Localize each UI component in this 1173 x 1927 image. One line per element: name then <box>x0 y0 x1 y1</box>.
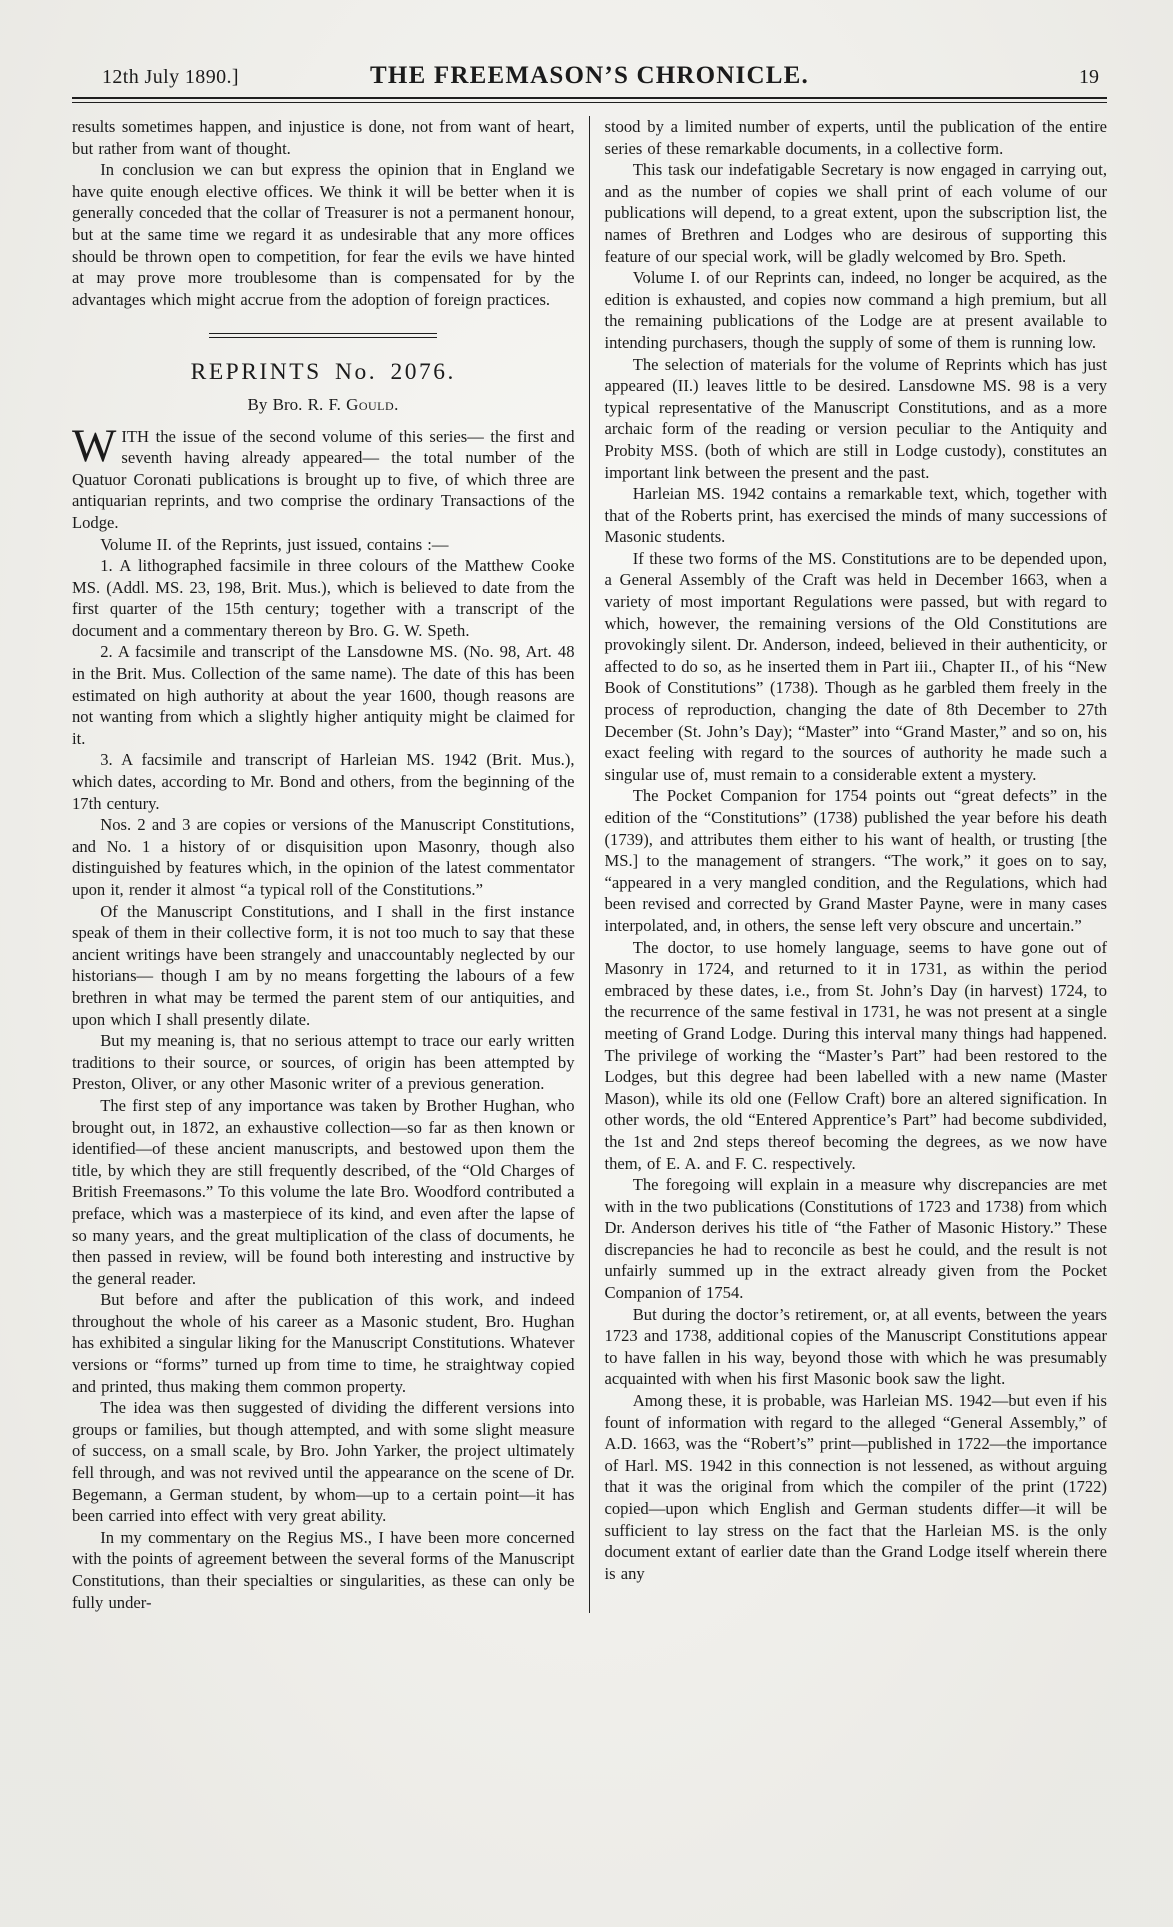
article-heading: REPRINTS No. 2076. <box>190 359 456 386</box>
paragraph: Volume I. of our Reprints can, indeed, no longer be acquired, as the edition is exhausted, and copies now command a high premium, but all the remaining publications of the Lodge are at present available to intending purchasers, though the supply of some of them is running low. <box>604 268 1107 352</box>
paragraph: Harleian MS. 1942 contains a remarkable text, which, together with that of the Roberts print, has exercised the minds of many successions of Masonic students. <box>604 484 1107 547</box>
drop-cap: W <box>72 419 117 472</box>
paragraph: In conclusion we can but express the opinion that in England we have quite enough elective offices. We think it will be better when it is generally conceded that the collar of Treasurer is not a permanent honour, but at the same time we regard it as undesirable that any more offices should be thrown open to competition, for fear the evils we have hinted at may prove more troublesome than is compensated for by the advantages which might accrue from the adoption of foreign practices. <box>72 160 575 309</box>
paragraph-dropcap <box>72 419 575 534</box>
masthead <box>72 62 1107 90</box>
byline-author: Gould. <box>346 394 399 414</box>
paragraph: But before and after the publication of this work, and indeed throughout the whole of his career as a Masonic student, Bro. Hughan has exhibited a singular liking for the Manuscript Constitutions. Whatever versions or “forms” turned up from time to time, he straightway copied and printed, thus making them common property. <box>72 1290 575 1396</box>
byline-prefix: By Bro. R. F. <box>247 394 347 414</box>
paragraph: Among these, it is probable, was Harleian MS. 1942—but even if his fount of information with regard to the alleged “General Assembly,” of A.D. 1663, was the “Robert’s” print—published in 1722—the importance of Harl. MS. 1942 in this connection is not lessened, as without arguing that it was the original from which the compiler of the print (1722) copied—upon which English and German students differ—it will be sufficient to lay stress on the fact that the Harleian MS. is the only document extant of earlier date than the Grand Lodge itself wherein there is any <box>604 1391 1107 1583</box>
publication-title: THE FREEMASON’S CHRONICLE. <box>370 62 809 89</box>
paragraph: Volume II. of the Reprints, just issued, contains :— <box>100 534 449 554</box>
paragraph: 1. A lithographed facsimile in three colours of the Matthew Cooke MS. (Addl. MS. 23, 198, Brit. Mus.), which is believed to date from the first quarter of the 15th century; together with a transcript of the document and a commentary thereon by Bro. G. W. Speth. <box>72 556 575 640</box>
page-number: 19 <box>1079 66 1099 88</box>
paragraph: In my commentary on the Regius MS., I have been more concerned with the points of agreement between the several forms of the Manuscript Constitutions, than their specialties or singularities, as these can only be fully under- <box>72 1527 575 1612</box>
paragraph: The foregoing will explain in a measure why discrepancies are met with in the two publications (Constitutions of 1723 and 1738) from which Dr. Anderson derives his title of “the Father of Masonic History.” These discrepancies he had to reconcile as best he could, and the result is not unfairly summed up in the extract already given from the Pocket Companion of 1754. <box>604 1175 1107 1303</box>
paragraph: The first step of any importance was taken by Brother Hughan, who brought out, in 1872, an exhaustive collection—so far as then known or identified—of these ancient manuscripts, and bestowed upon them the title, by which they are still frequently described, of the “Old Charges of British Freemasons.” To this volume the late Bro. Woodford contributed a preface, which was a masterpiece of its kind, and even after the lapse of so many years, and the great multiplication of the class of documents, he then passed in review, will be found both interesting and instructive by the general reader. <box>72 1095 575 1288</box>
paragraph: Of the Manuscript Constitutions, and I shall in the first instance speak of them in their collective form, it is not too much to say that these ancient writings have been strangely and unaccountably neglected by our historians— though I am by no means forgetting the labours of a few brethren in what may be termed the parent stem of our antiquities, and upon which I shall presently dilate. <box>72 901 575 1029</box>
opening-text: ITH the issue of the second volume of this series— the first and seventh having already appeared— the total number of the Quatuor Coronati publications is brought up to five, of which three are antiquarian reprints, and two comprise the ordinary Transactions of the Lodge. <box>72 426 575 532</box>
masthead-rule <box>72 97 1107 103</box>
paragraph: 2. A facsimile and transcript of the Lansdowne MS. (No. 98, Art. 48 in the Brit. Mus. Collection of the same name). The date of this has been estimated on high authority at about the year 1600, though reasons are not wanting from which a slightly higher antiquity might be claimed for it. <box>72 642 575 748</box>
article-byline <box>72 394 575 416</box>
paragraph: This task our indefatigable Secretary is now engaged in carrying out, and as the number of copies we shall print of each volume of our publications will depend, to a great extent, upon the subscription list, the names of Brethren and Lodges who are desirous of supporting this feature of our special work, will be gladly welcomed by Bro. Speth. <box>604 160 1107 266</box>
text-columns <box>72 116 1107 1613</box>
paragraph: If these two forms of the MS. Constitutions are to be depended upon, a General Assembly of the Craft was held in December 1663, when a variety of most important Regulations were passed, but with regard to which, however, the remaining versions of the Old Constitutions are provokingly silent. Dr. Anderson, indeed, believed in their authenticity, or affected to do so, as he inserted them in Part iii., Chapter II., of his “New Book of Constitutions” (1738). Though as he garbled them freely in the process of reproduction, changing the date of 8th December to 27th December (St. John’s Day); “Master” into “Grand Master,” and so on, his exact feeling with regard to the sources of authority he made such a singular use of, must remain to a considerable extent a mystery. <box>604 548 1107 784</box>
paragraph: 3. A facsimile and transcript of Harleian MS. 1942 (Brit. Mus.), which dates, according to Mr. Bond and others, from the beginning of the 17th century. <box>72 750 575 813</box>
paragraph: stood by a limited number of experts, until the publication of the entire series of these remarkable documents, in a collective form. <box>604 117 1107 158</box>
paragraph: The idea was then suggested of dividing the different versions into groups or families, but though attempted, and with some slight measure of success, on a small scale, by Bro. John Yarker, the project ultimately fell through, and was not revived until the appearance on the scene of Dr. Begemann, a German student, by whom—up to a certain point—it has been carried into effect with very great ability. <box>72 1398 575 1526</box>
right-column <box>590 116 1108 1613</box>
paragraph: The doctor, to use homely language, seems to have gone out of Masonry in 1724, and returned to it in 1731, as within the period embraced by these dates, i.e., from St. John’s Day (in harvest) 1724, to the recurrence of the same festival in 1731, he was not present at a single meeting of Grand Lodge. During this interval many things had happened. The privilege of working the “Master’s Part” had been restored to the Lodges, but this degree had been labelled with a new name (Master Mason), while its old one (Fellow Craft) bore an altered signification. In other words, the old “Entered Apprentice’s Part” had become subdivided, the 1st and 2nd steps thereof becoming the degrees, as we now have them, of E. A. and F. C. respectively. <box>604 937 1107 1173</box>
paragraph: results sometimes happen, and injustice is done, not from want of heart, but rather from want of thought. <box>72 117 575 158</box>
issue-date: 12th July 1890.] <box>102 66 239 88</box>
section-divider <box>209 333 437 338</box>
paragraph: The Pocket Companion for 1754 points out “great defects” in the edition of the “Constitutions” (1738) published the year before his death (1739), and attributes them either to his want of health, or trusting [the MS.] to the management of strangers. “The work,” it goes on to say, “appeared in a very mangled condition, and the Regulations, which had been revised and corrected by Grand Master Payne, were in many cases interpolated, and, in others, the sense left very obscure and uncertain.” <box>604 786 1107 935</box>
paragraph: But my meaning is, that no serious attempt to trace our early written traditions to their source, or sources, of origin has been attempted by Preston, Oliver, or any other Masonic writer of a previous generation. <box>72 1031 575 1094</box>
paragraph: But during the doctor’s retirement, or, at all events, between the years 1723 and 1738, additional copies of the Manuscript Constitutions appear to have fallen in his way, beyond those with which he was presumably acquainted with when his first Masonic book saw the light. <box>604 1304 1107 1389</box>
paragraph: The selection of materials for the volume of Reprints which has just appeared (II.) leaves little to be desired. Lansdowne MS. 98 is a very typical representative of the Manuscript Constitutions, and as a more archaic form of the reading or version peculiar to the Antiquity and Probity MSS. (both of which are still in Lodge custody), constitutes an important link between the present and the past. <box>604 354 1107 482</box>
left-column <box>72 116 590 1613</box>
paragraph: Nos. 2 and 3 are copies or versions of the Manuscript Constitutions, and No. 1 a history of or disquisition upon Masonry, though also distinguished by features which, in the opinion of the latest commentator upon it, render it almost “a typical roll of the Constitutions.” <box>72 815 575 899</box>
